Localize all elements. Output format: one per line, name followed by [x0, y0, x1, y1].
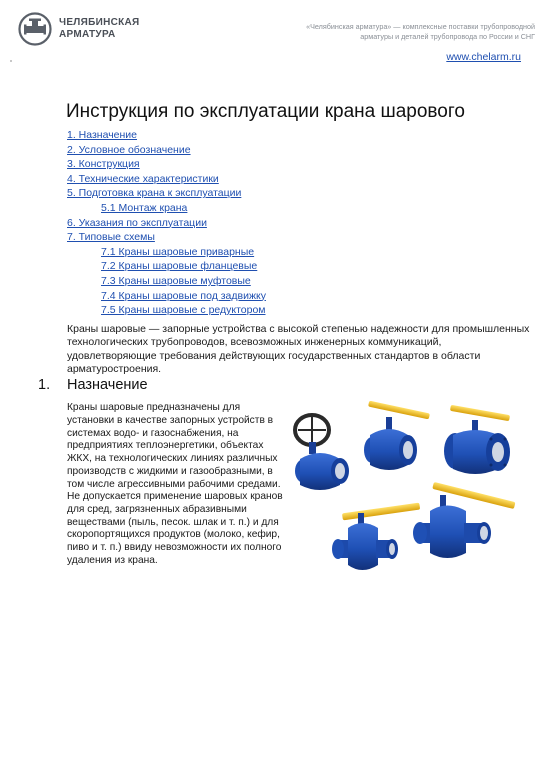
logo-text — [59, 17, 140, 41]
ball-valves-image — [290, 395, 530, 575]
toc-item — [67, 201, 266, 216]
toc-item — [67, 216, 266, 231]
toc-item — [67, 245, 266, 260]
page-mark — [10, 60, 12, 62]
valve-top-middle — [364, 401, 430, 470]
toc-link-1[interactable]: 1. Назначение — [67, 129, 138, 141]
intro-paragraph: Краны шаровые — запорные устройства с высокой степенью надежности для промышленных технологических трубопроводов, всевозможных инженерных коммуникаций, удовлетворяющие требования действующих государственных стандартов в области арматуростроения. — [67, 323, 530, 375]
toc-link-5[interactable]: 5. Подготовка крана к эксплуатации — [67, 187, 242, 200]
toc-link-7-5[interactable]: 7.5 Краны шаровые с редуктором — [101, 304, 266, 317]
toc-link-7-2[interactable]: 7.2 Краны шаровые фланцевые — [101, 260, 258, 273]
toc-link-7-4[interactable]: 7.4 Краны шаровые под задвижку — [101, 289, 266, 302]
toc-link-6[interactable]: 6. Указания по эксплуатации — [67, 216, 207, 229]
valve-bottom-right — [413, 482, 515, 558]
document-title: Инструкция по эксплуатации крана шарового — [66, 101, 465, 122]
section-number: 1. — [38, 377, 51, 393]
valve-bottom-middle — [332, 503, 420, 570]
toc-item — [67, 289, 266, 304]
section-heading — [38, 377, 148, 393]
table-of-contents — [67, 128, 266, 318]
toc-item — [67, 157, 266, 172]
toc-item — [67, 143, 266, 158]
purpose-paragraph: Краны шаровые предназначены для установки в качестве запорных устройств в системах водо- и газоснабжения, на предприятиях теплоэнергетики, объектах ЖКХ, на технологических линиях различных производств с жидкими и газообразными, в том числе агрессивными рабочими средами. — [67, 402, 281, 490]
toc-link-2[interactable]: 2. Условное обозначение — [67, 143, 191, 156]
toc-item — [67, 230, 266, 245]
header-tagline: «Челябинская арматура» — комплексные поставки трубопроводной арматуры и деталей трубопровода по России и СНГ — [306, 22, 535, 41]
company-logo[interactable] — [18, 12, 140, 46]
toc-link-4[interactable]: 4. Технические характеристики — [67, 172, 219, 185]
logo-line-2: АРМАТУРА — [59, 29, 116, 40]
toc-item — [67, 303, 266, 318]
toc-link-3[interactable]: 3. Конструкция — [67, 158, 140, 171]
logo-icon — [18, 12, 52, 46]
toc-link-7-1[interactable]: 7.1 Краны шаровые приварные — [101, 245, 255, 258]
toc-link-7[interactable]: 7. Типовые схемы — [67, 231, 155, 244]
toc-link-5-1[interactable]: 5.1 Монтаж крана — [101, 201, 188, 214]
valve-handwheel — [295, 415, 349, 490]
toc-item — [67, 259, 266, 274]
website-link[interactable]: www.chelarm.ru — [446, 51, 521, 63]
valve-top-right — [444, 405, 510, 474]
toc-item — [67, 128, 266, 143]
logo-line-1: ЧЕЛЯБИНСКАЯ — [59, 17, 140, 28]
toc-link-7-3[interactable]: 7.3 Краны шаровые муфтовые — [101, 274, 251, 287]
restriction-paragraph: Не допускается применение шаровых кранов для сред, загрязненных абразивными веществами (пыль, песок. шлак и т. п.) и для скоропортящихся продуктов (молоко, кефир, пиво и т. п.) ввиду невозможности их полного удаления из крана. — [67, 491, 283, 566]
section-title: Назначение — [67, 377, 148, 393]
toc-item — [67, 186, 266, 201]
toc-item — [67, 274, 266, 289]
toc-item — [67, 172, 266, 187]
